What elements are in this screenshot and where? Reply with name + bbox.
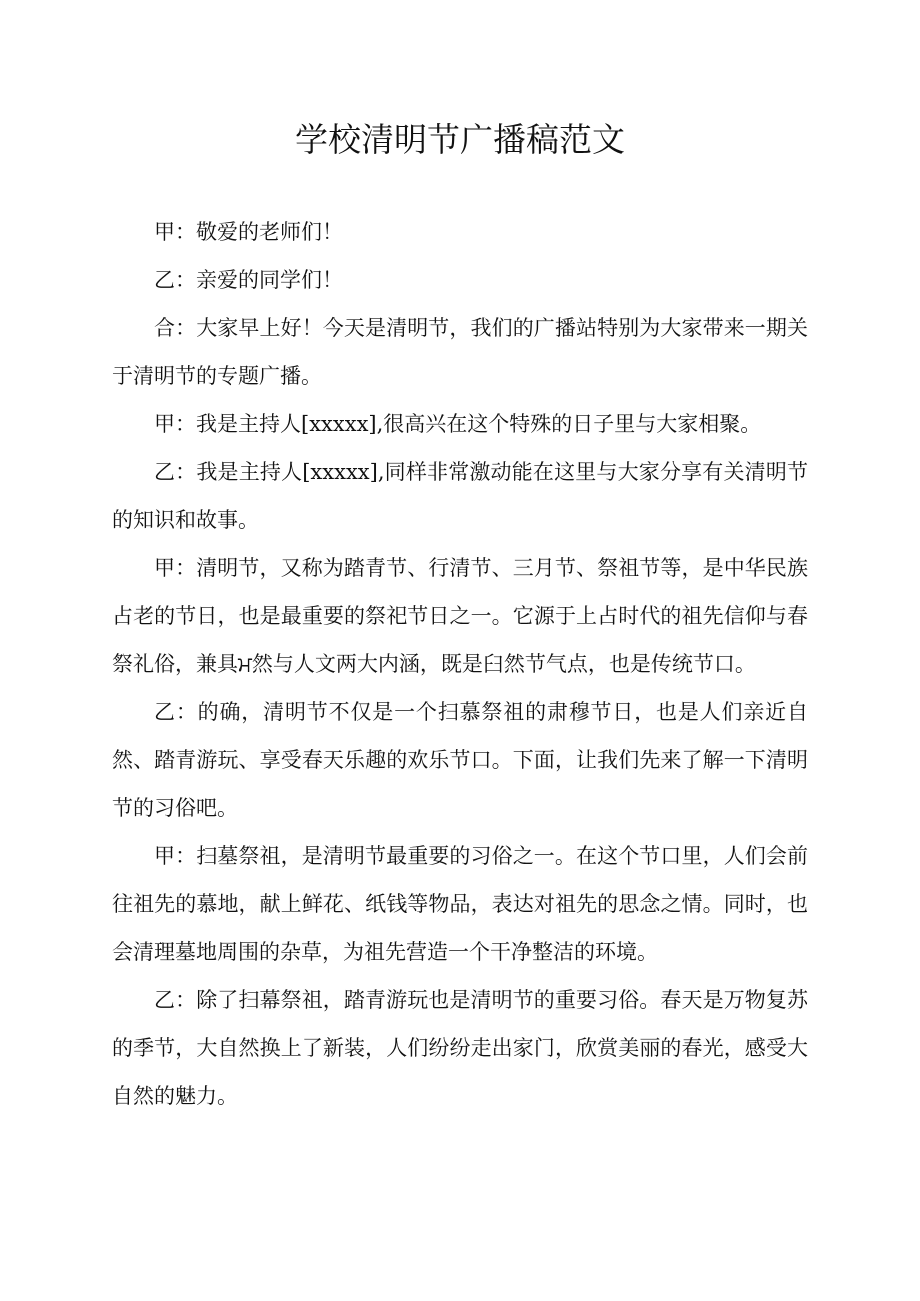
paragraph: 甲：敬爱的老师们！ — [154, 220, 343, 244]
paragraph: 乙：的确，清明节不仅是一个扫慕祭祖的肃穆节日，也是人们亲近自然、踏青游玩、享受春天乐趣的欢乐节口。下面，让我们先来了解一下清明节的习俗吧。 — [112, 700, 808, 820]
paragraph: 乙：我是主持人[xxxxx],同样非常激动能在这里与大家分享有关清明节的知识和故事。 — [112, 460, 808, 532]
paragraph: 乙：除了扫幕祭祖，踏青游玩也是清明节的重要习俗。春天是万物复苏的季节，大自然换上了新装，人们纷纷走出家门，欣赏美丽的春光，感受大自然的魅力。 — [112, 988, 808, 1108]
document-title: 学校清明节广播稿范文 — [295, 120, 625, 159]
paragraph: 合：大家早上好！今天是清明节，我们的广播站特别为大家带来一期关于清明节的专题广播。 — [112, 316, 808, 388]
paragraph: 甲：我是主持人[xxxxx],很高兴在这个特殊的日子里与大家相聚。 — [154, 412, 762, 436]
paragraph: 乙：亲爱的同学们！ — [154, 268, 343, 292]
paragraph: 甲：扫墓祭祖，是清明节最重要的习俗之一。在这个节口里，人们会前往祖先的慕地，献上鲜花、纸钱等物品，表达对祖先的思念之情。同时，也会清理墓地周围的杂草，为祖先营造一个干净整洁的环境。 — [112, 844, 808, 964]
document-body — [112, 208, 808, 1120]
paragraph: 甲：清明节，又称为踏青节、行清节、三月节、祭祖节等，是中华民族占老的节日，也是最重要的祭祀节日之一。它源于上占时代的祖先信仰与春祭礼俗，兼具ਮ然与人文两大内涵，既是臼然节气点，也是传统节口。 — [112, 556, 808, 676]
